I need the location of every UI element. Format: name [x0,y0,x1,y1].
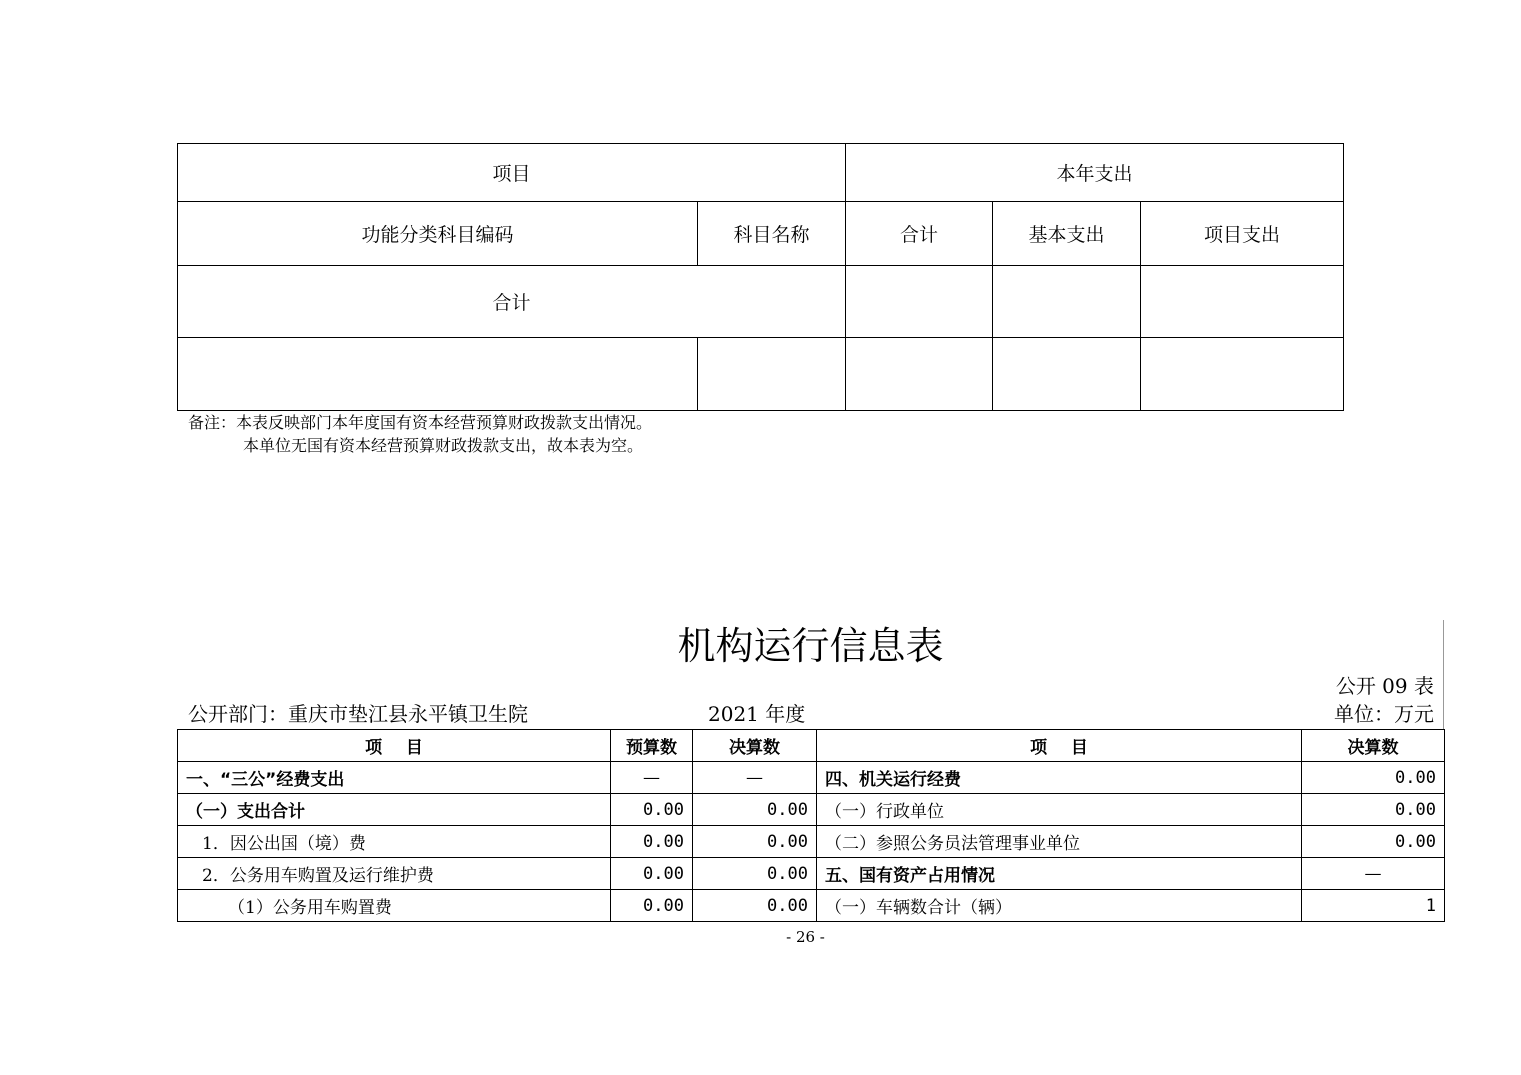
header-budget: 预算数 [611,730,693,762]
row-right-label: （二）参照公务员法管理事业单位 [817,826,1302,858]
page-title: 机构运行信息表 [677,624,944,668]
row-final: 0.00 [693,794,817,826]
empty-cell [846,266,993,338]
row-budget: 0.00 [611,858,693,890]
row-right-final: — [1302,858,1445,890]
row-budget: 0.00 [611,890,693,922]
row-final: 0.00 [693,890,817,922]
empty-cell [993,338,1141,411]
table-row [178,858,1445,890]
row-budget: 0.00 [611,794,693,826]
row-budget: 0.00 [611,826,693,858]
empty-cell [1141,338,1344,411]
year-label: 2021 年度 [708,702,806,726]
col-basic: 基本支出 [993,202,1141,266]
page-number: - 26 - [786,928,825,946]
row-right-label: （一）行政单位 [817,794,1302,826]
empty-cell [846,338,993,411]
state-capital-expenditure-table [177,143,1344,411]
row-final: 0.00 [693,826,817,858]
row-right-label: 五、国有资产占用情况 [817,858,1302,890]
header-year-expense: 本年支出 [846,144,1344,202]
row-right-final: 0.00 [1302,794,1445,826]
row-left-label: 2．公务用车购置及运行维护费 [178,858,611,890]
header-left-item: 项 目 [178,730,611,762]
empty-cell [698,338,846,411]
row-final: — [693,762,817,794]
row-right-label: 四、机关运行经费 [817,762,1302,794]
table-row [178,794,1445,826]
table-row [178,762,1445,794]
row-left-label: 一、“三公”经费支出 [178,762,611,794]
note-line-1: 备注：本表反映部门本年度国有资本经营预算财政拨款支出情况。 [188,413,653,432]
header-item: 项目 [178,144,846,202]
unit-label: 单位：万元 [1334,702,1434,726]
empty-cell [178,338,698,411]
header-final: 决算数 [693,730,817,762]
department-label: 公开部门：重庆市垫江县永平镇卫生院 [188,702,528,726]
row-right-final: 1 [1302,890,1445,922]
table-row [178,826,1445,858]
row-left-label: （一）支出合计 [178,794,611,826]
col-project: 项目支出 [1141,202,1344,266]
form-number: 公开 09 表 [1335,674,1434,698]
institution-operation-table [177,729,1445,922]
row-right-label: （一）车辆数合计（辆） [817,890,1302,922]
empty-cell [993,266,1141,338]
row-total-label: 合计 [178,266,846,338]
col-total: 合计 [846,202,993,266]
note-line-2: 本单位无国有资本经营预算财政拨款支出，故本表为空。 [243,436,644,455]
row-budget: — [611,762,693,794]
header-right-final: 决算数 [1302,730,1445,762]
row-right-final: 0.00 [1302,826,1445,858]
row-final: 0.00 [693,858,817,890]
row-right-final: 0.00 [1302,762,1445,794]
empty-cell [1141,266,1344,338]
col-name: 科目名称 [698,202,846,266]
col-code: 功能分类科目编码 [178,202,698,266]
row-left-label: （1）公务用车购置费 [178,890,611,922]
table-row [178,890,1445,922]
header-right-item: 项 目 [817,730,1302,762]
row-left-label: 1．因公出国（境）费 [178,826,611,858]
